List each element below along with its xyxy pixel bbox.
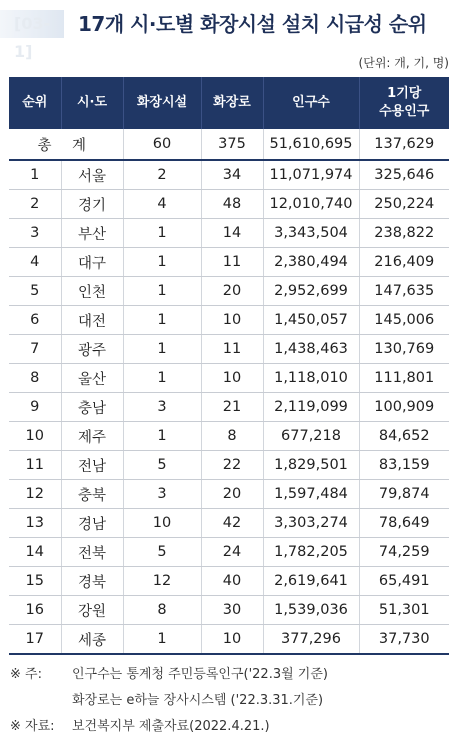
cell-rank: 12 (9, 480, 61, 509)
cell-per-furnace: 130,769 (359, 335, 449, 364)
cell-facilities: 1 (123, 277, 201, 306)
cell-rank: 11 (9, 451, 61, 480)
cell-region: 충북 (61, 480, 123, 509)
cell-facilities: 1 (123, 219, 201, 248)
cell-per-furnace: 83,159 (359, 451, 449, 480)
cell-facilities: 5 (123, 451, 201, 480)
table-row (9, 567, 449, 596)
cell-per-furnace: 325,646 (359, 160, 449, 190)
cell-facilities: 10 (123, 509, 201, 538)
cell-population: 1,438,463 (263, 335, 359, 364)
cell-population: 1,539,036 (263, 596, 359, 625)
cell-facilities: 5 (123, 538, 201, 567)
cell-furnaces: 20 (201, 277, 263, 306)
table-row (9, 248, 449, 277)
cell-rank: 14 (9, 538, 61, 567)
table-row (9, 480, 449, 509)
cell-population: 1,829,501 (263, 451, 359, 480)
crematorium-table (9, 77, 449, 655)
cell-per-furnace: 111,801 (359, 364, 449, 393)
header-facilities: 화장시설 (123, 77, 201, 129)
cell-furnaces: 21 (201, 393, 263, 422)
cell-per-furnace: 84,652 (359, 422, 449, 451)
cell-rank: 5 (9, 277, 61, 306)
cell-furnaces: 11 (201, 335, 263, 364)
cell-rank: 16 (9, 596, 61, 625)
cell-population: 1,597,484 (263, 480, 359, 509)
cell-rank: 4 (9, 248, 61, 277)
cell-region: 전북 (61, 538, 123, 567)
unit-note: (단위: 개, 기, 명) (358, 56, 449, 70)
cell-population: 1,450,057 (263, 306, 359, 335)
cell-per-furnace: 216,409 (359, 248, 449, 277)
cell-rank: 6 (9, 306, 61, 335)
table-row (9, 538, 449, 567)
cell-furnaces: 24 (201, 538, 263, 567)
cell-facilities: 8 (123, 596, 201, 625)
cell-furnaces: 22 (201, 451, 263, 480)
title-badge: [03-1] (0, 10, 64, 38)
cell-facilities: 1 (123, 422, 201, 451)
cell-per-furnace: 79,874 (359, 480, 449, 509)
table-row (9, 335, 449, 364)
cell-furnaces: 11 (201, 248, 263, 277)
cell-facilities: 12 (123, 567, 201, 596)
footnote-note-2 (10, 688, 450, 714)
cell-population: 1,782,205 (263, 538, 359, 567)
cell-facilities: 3 (123, 480, 201, 509)
note-mark: ※ 주: (10, 667, 42, 682)
cell-per-furnace: 78,649 (359, 509, 449, 538)
cell-facilities: 3 (123, 393, 201, 422)
cell-region: 경남 (61, 509, 123, 538)
cell-rank: 13 (9, 509, 61, 538)
cell-region: 제주 (61, 422, 123, 451)
cell-furnaces: 14 (201, 219, 263, 248)
cell-facilities: 1 (123, 335, 201, 364)
header-rank: 순위 (9, 77, 61, 129)
cell-rank: 7 (9, 335, 61, 364)
cell-region: 전남 (61, 451, 123, 480)
total-furnaces: 375 (201, 129, 263, 160)
page-title: 17개 시·도별 화장시설 설치 시급성 순위 (78, 12, 427, 36)
table-row (9, 306, 449, 335)
cell-rank: 3 (9, 219, 61, 248)
cell-rank: 15 (9, 567, 61, 596)
table-row (9, 422, 449, 451)
cell-population: 11,071,974 (263, 160, 359, 190)
cell-population: 12,010,740 (263, 190, 359, 219)
total-per-furnace: 137,629 (359, 129, 449, 160)
cell-furnaces: 48 (201, 190, 263, 219)
table-row (9, 219, 449, 248)
cell-population: 377,296 (263, 625, 359, 655)
cell-region: 인천 (61, 277, 123, 306)
cell-rank: 17 (9, 625, 61, 655)
table-body (9, 129, 449, 654)
table-row (9, 509, 449, 538)
table-row (9, 596, 449, 625)
cell-region: 광주 (61, 335, 123, 364)
cell-per-furnace: 147,635 (359, 277, 449, 306)
cell-furnaces: 20 (201, 480, 263, 509)
table-row (9, 393, 449, 422)
cell-per-furnace: 51,301 (359, 596, 449, 625)
source-mark: ※ 자료: (10, 719, 55, 734)
total-facilities: 60 (123, 129, 201, 160)
cell-facilities: 2 (123, 160, 201, 190)
table-row (9, 160, 449, 190)
cell-region: 충남 (61, 393, 123, 422)
cell-furnaces: 42 (201, 509, 263, 538)
cell-region: 대전 (61, 306, 123, 335)
cell-rank: 8 (9, 364, 61, 393)
total-label: 총 계 (9, 129, 123, 160)
note-line-1: 인구수는 통계청 주민등록인구('22.3월 기준) (72, 667, 328, 682)
header-per-furnace: 1기당 수용인구 (359, 77, 449, 129)
cell-facilities: 1 (123, 364, 201, 393)
cell-furnaces: 10 (201, 306, 263, 335)
cell-furnaces: 40 (201, 567, 263, 596)
cell-population: 2,619,641 (263, 567, 359, 596)
cell-rank: 1 (9, 160, 61, 190)
cell-facilities: 1 (123, 248, 201, 277)
cell-region: 부산 (61, 219, 123, 248)
cell-furnaces: 34 (201, 160, 263, 190)
header-furnaces: 화장로 (201, 77, 263, 129)
table-row (9, 451, 449, 480)
table-row (9, 277, 449, 306)
cell-per-furnace: 250,224 (359, 190, 449, 219)
table-header (9, 77, 449, 129)
cell-furnaces: 30 (201, 596, 263, 625)
table-row (9, 625, 449, 655)
cell-rank: 9 (9, 393, 61, 422)
cell-population: 2,119,099 (263, 393, 359, 422)
cell-per-furnace: 145,006 (359, 306, 449, 335)
footnote-note (10, 662, 450, 688)
cell-population: 2,380,494 (263, 248, 359, 277)
cell-population: 677,218 (263, 422, 359, 451)
footnotes (10, 662, 450, 740)
header-row (9, 77, 449, 129)
title-row (0, 8, 457, 61)
cell-population: 2,952,699 (263, 277, 359, 306)
cell-facilities: 1 (123, 625, 201, 655)
cell-region: 대구 (61, 248, 123, 277)
source-text: 보건복지부 제출자료(2022.4.21.) (72, 719, 270, 734)
cell-population: 1,118,010 (263, 364, 359, 393)
cell-per-furnace: 238,822 (359, 219, 449, 248)
cell-region: 경북 (61, 567, 123, 596)
header-population: 인구수 (263, 77, 359, 129)
cell-region: 울산 (61, 364, 123, 393)
cell-furnaces: 10 (201, 625, 263, 655)
total-row (9, 129, 449, 160)
header-region: 시·도 (61, 77, 123, 129)
table-row (9, 364, 449, 393)
cell-facilities: 4 (123, 190, 201, 219)
cell-furnaces: 8 (201, 422, 263, 451)
cell-per-furnace: 65,491 (359, 567, 449, 596)
cell-furnaces: 10 (201, 364, 263, 393)
table-row (9, 190, 449, 219)
total-population: 51,610,695 (263, 129, 359, 160)
cell-region: 서울 (61, 160, 123, 190)
cell-region: 경기 (61, 190, 123, 219)
cell-region: 강원 (61, 596, 123, 625)
cell-per-furnace: 100,909 (359, 393, 449, 422)
cell-population: 3,343,504 (263, 219, 359, 248)
footnote-source (10, 714, 450, 740)
cell-rank: 10 (9, 422, 61, 451)
cell-region: 세종 (61, 625, 123, 655)
cell-per-furnace: 74,259 (359, 538, 449, 567)
note-line-2: 화장로는 e하늘 장사시스템 ('22.3.31.기준) (72, 693, 324, 708)
cell-rank: 2 (9, 190, 61, 219)
cell-population: 3,303,274 (263, 509, 359, 538)
cell-per-furnace: 37,730 (359, 625, 449, 655)
cell-facilities: 1 (123, 306, 201, 335)
